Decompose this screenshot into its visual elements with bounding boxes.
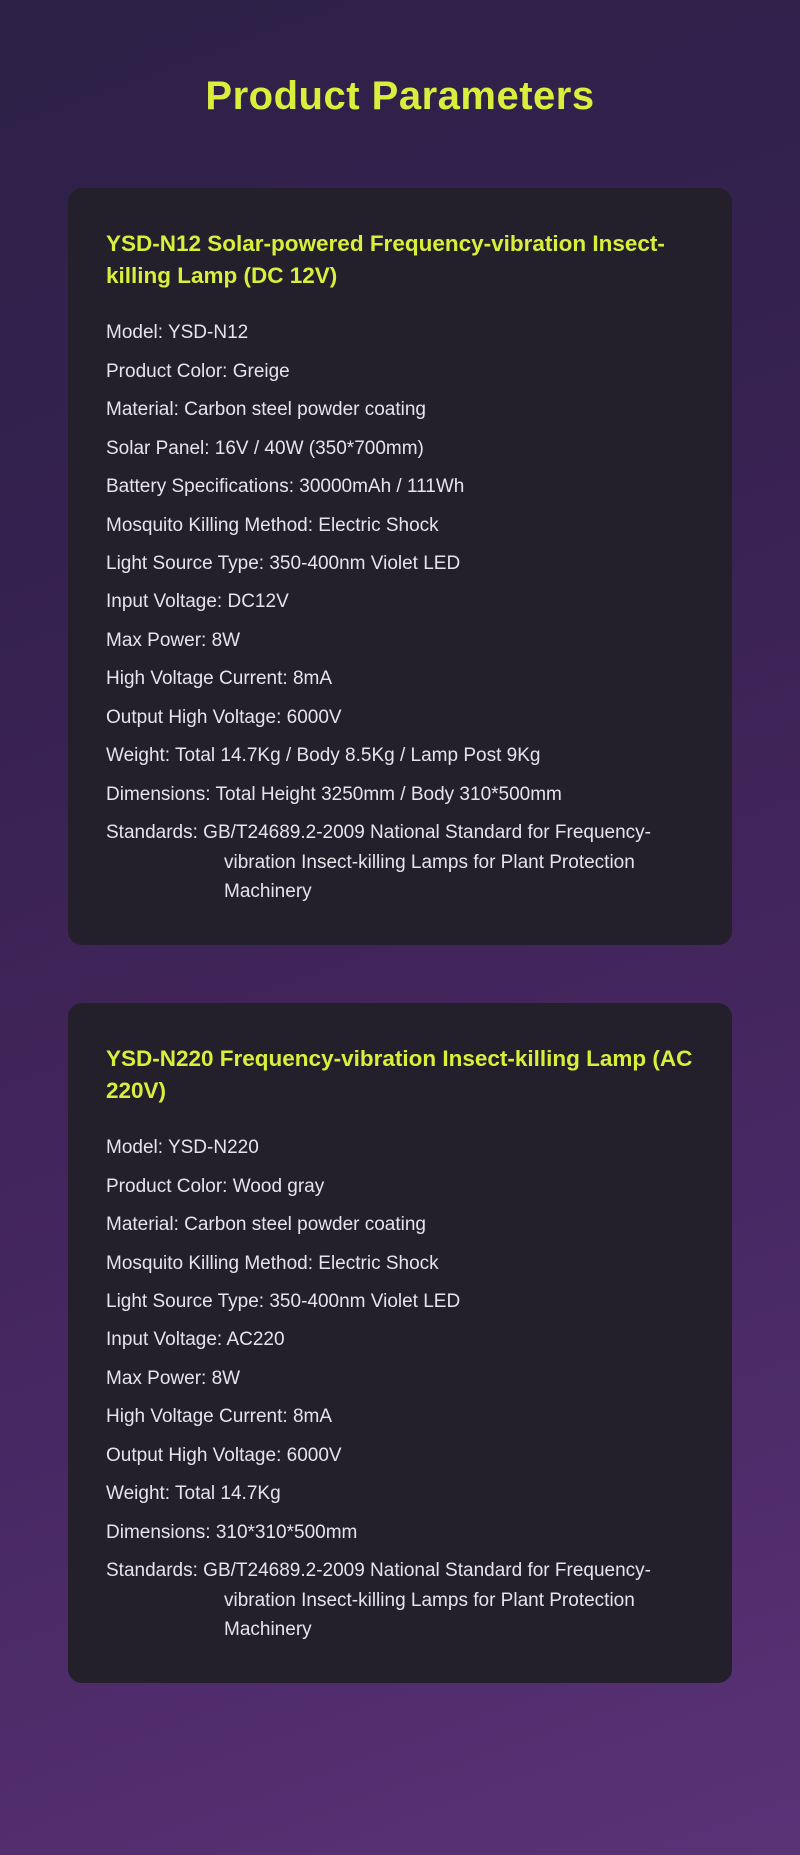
spec-list: [106, 1129, 694, 1649]
spec-item: Mosquito Killing Method: Electric Shock: [106, 514, 439, 536]
spec-item-standards: Standards: GB/T24689.2-2009 National Standard for Frequency-vibration Insect-killing Lamps for Plant Protection Machinery: [106, 822, 651, 902]
spec-item: Solar Panel: 16V / 40W (350*700mm): [106, 437, 424, 459]
spec-item: Mosquito Killing Method: Electric Shock: [106, 1252, 439, 1274]
spec-item: Battery Specifications: 30000mAh / 111Wh: [106, 476, 465, 498]
spec-item: Dimensions: Total Height 3250mm / Body 310*500mm: [106, 783, 562, 805]
product-card-ac220v: [68, 1003, 732, 1683]
spec-item: Light Source Type: 350-400nm Violet LED: [106, 1291, 461, 1312]
spec-item: Model: YSD-N220: [106, 1137, 259, 1159]
spec-item: Material: Carbon steel powder coating: [106, 1214, 427, 1236]
spec-item: Light Source Type: 350-400nm Violet LED: [106, 553, 461, 574]
spec-item: Output High Voltage: 6000V: [106, 706, 342, 728]
page-title: Product Parameters: [205, 74, 595, 118]
product-card-title: YSD-N220 Frequency-vibration Insect-killing Lamp (AC 220V): [106, 1045, 693, 1103]
spec-list: [106, 314, 694, 911]
spec-item: Model: YSD-N12: [106, 322, 249, 344]
spec-item: Material: Carbon steel powder coating: [106, 399, 427, 421]
spec-item: Product Color: Wood gray: [106, 1175, 325, 1197]
spec-item: Product Color: Greige: [106, 360, 290, 382]
spec-item: Output High Voltage: 6000V: [106, 1444, 342, 1466]
spec-item: Max Power: 8W: [106, 629, 241, 651]
product-card-title: YSD-N12 Solar-powered Frequency-vibration Insect-killing Lamp (DC 12V): [106, 231, 665, 288]
spec-item: High Voltage Current: 8mA: [106, 668, 333, 690]
spec-item: Dimensions: 310*310*500mm: [106, 1521, 358, 1543]
spec-item: High Voltage Current: 8mA: [106, 1406, 333, 1428]
spec-item: Input Voltage: AC220: [106, 1329, 285, 1351]
spec-item: Weight: Total 14.7Kg: [106, 1483, 281, 1505]
spec-item-standards: Standards: GB/T24689.2-2009 National Standard for Frequency-vibration Insect-killing Lamps for Plant Protection Machinery: [106, 1560, 651, 1640]
spec-item: Weight: Total 14.7Kg / Body 8.5Kg / Lamp Post 9Kg: [106, 745, 541, 767]
product-card-dc12v: [68, 188, 732, 945]
spec-item: Input Voltage: DC12V: [106, 591, 289, 613]
spec-item: Max Power: 8W: [106, 1367, 241, 1389]
